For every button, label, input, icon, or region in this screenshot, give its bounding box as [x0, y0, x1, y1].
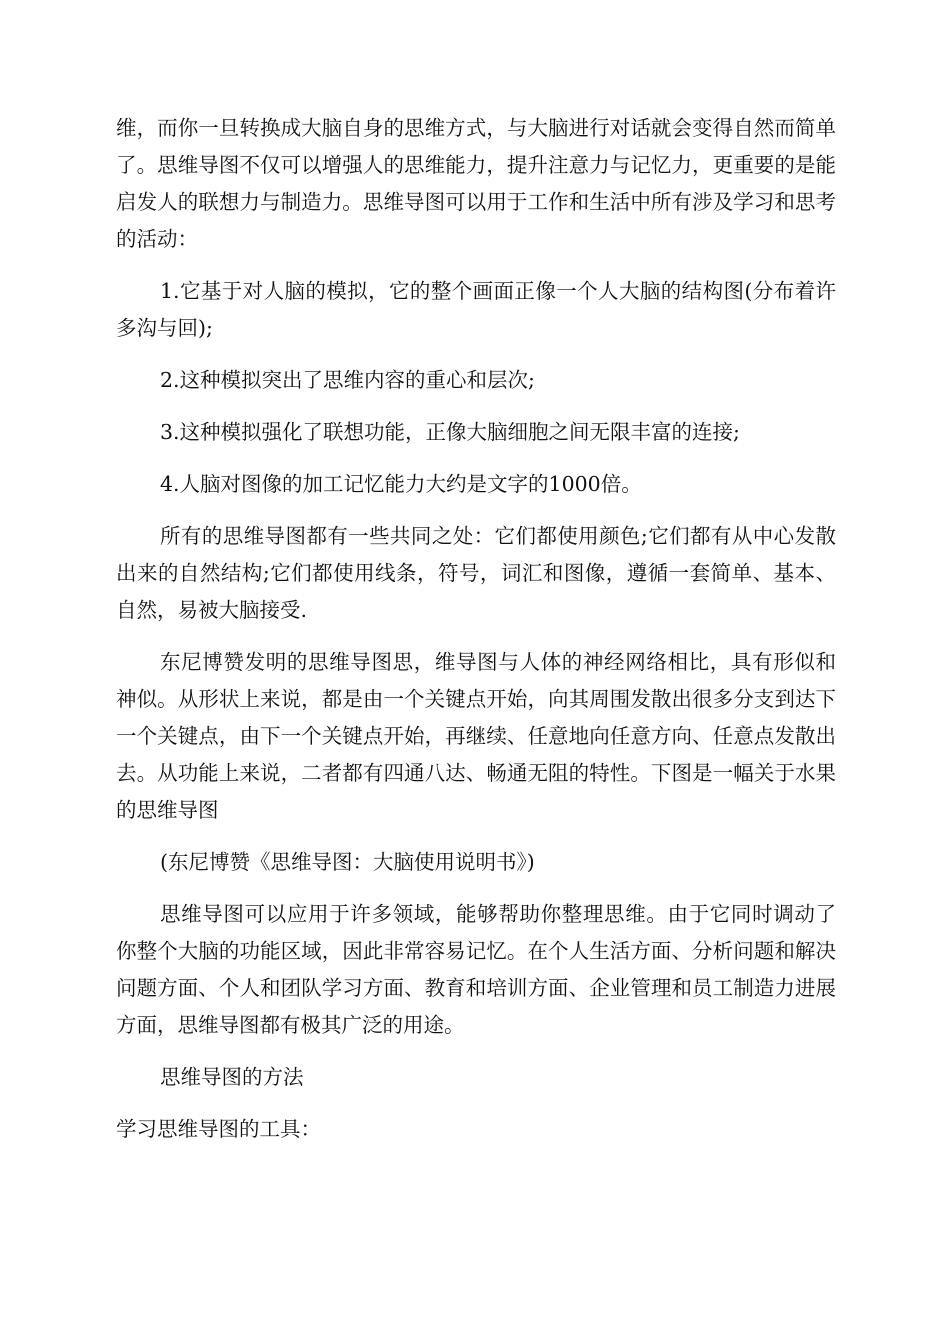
list-item-1: 1.它基于对人脑的模拟，它的整个画面正像一个人大脑的结构图(分布着许多沟与回); [116, 279, 836, 340]
list-item-4: 4.人脑对图像的加工记忆能力大约是文字的1000倍。 [160, 472, 642, 496]
paragraph-common-features: 所有的思维导图都有一些共同之处：它们都使用颜色;它们都有从中心发散出来的自然结构;它们都使用线条，符号，词汇和图像，遵循一套简单、基本、自然，易被大脑接受. [116, 524, 836, 622]
paragraph-applications: 思维导图可以应用于许多领域，能够帮助你整理思维。由于它同时调动了你整个大脑的功能区域，因此非常容易记忆。在个人生活方面、分析问题和解决问题方面、个人和团队学习方面、教育和培训方面、企业管理和员工制造力进展方面，思维导图都有极其广泛的用途。 [116, 902, 836, 1037]
section-heading-tools: 学习思维导图的工具： [116, 1117, 321, 1141]
section-heading-methods: 思维导图的方法 [160, 1065, 304, 1089]
list-item-3: 3.这种模拟强化了联想功能，正像大脑细胞之间无限丰富的连接; [160, 420, 740, 444]
list-item-2: 2.这种模拟突出了思维内容的重心和层次; [160, 368, 535, 392]
citation-line: (东尼博赞《思维导图：大脑使用说明书》) [160, 850, 535, 874]
paragraph-intro-continuation: 维，而你一旦转换成大脑自身的思维方式，与大脑进行对话就会变得自然而简单了。思维导图不仅可以增强人的思维能力，提升注意力与记忆力，更重要的是能启发人的联想力与制造力。思维导图可以用于工作和生活中所有涉及学习和思考的活动： [116, 116, 836, 251]
document-page [116, 110, 836, 1163]
paragraph-buzan-invention: 东尼博赞发明的思维导图思，维导图与人体的神经网络相比，具有形似和神似。从形状上来说，都是由一个关键点开始，向其周围发散出很多分支到达下一个关键点，由下一个关键点开始，再继续、任意地向任意方向、任意点发散出去。从功能上来说，二者都有四通八达、畅通无阻的特性。下图是一幅关于水果的思维导图 [116, 650, 836, 822]
